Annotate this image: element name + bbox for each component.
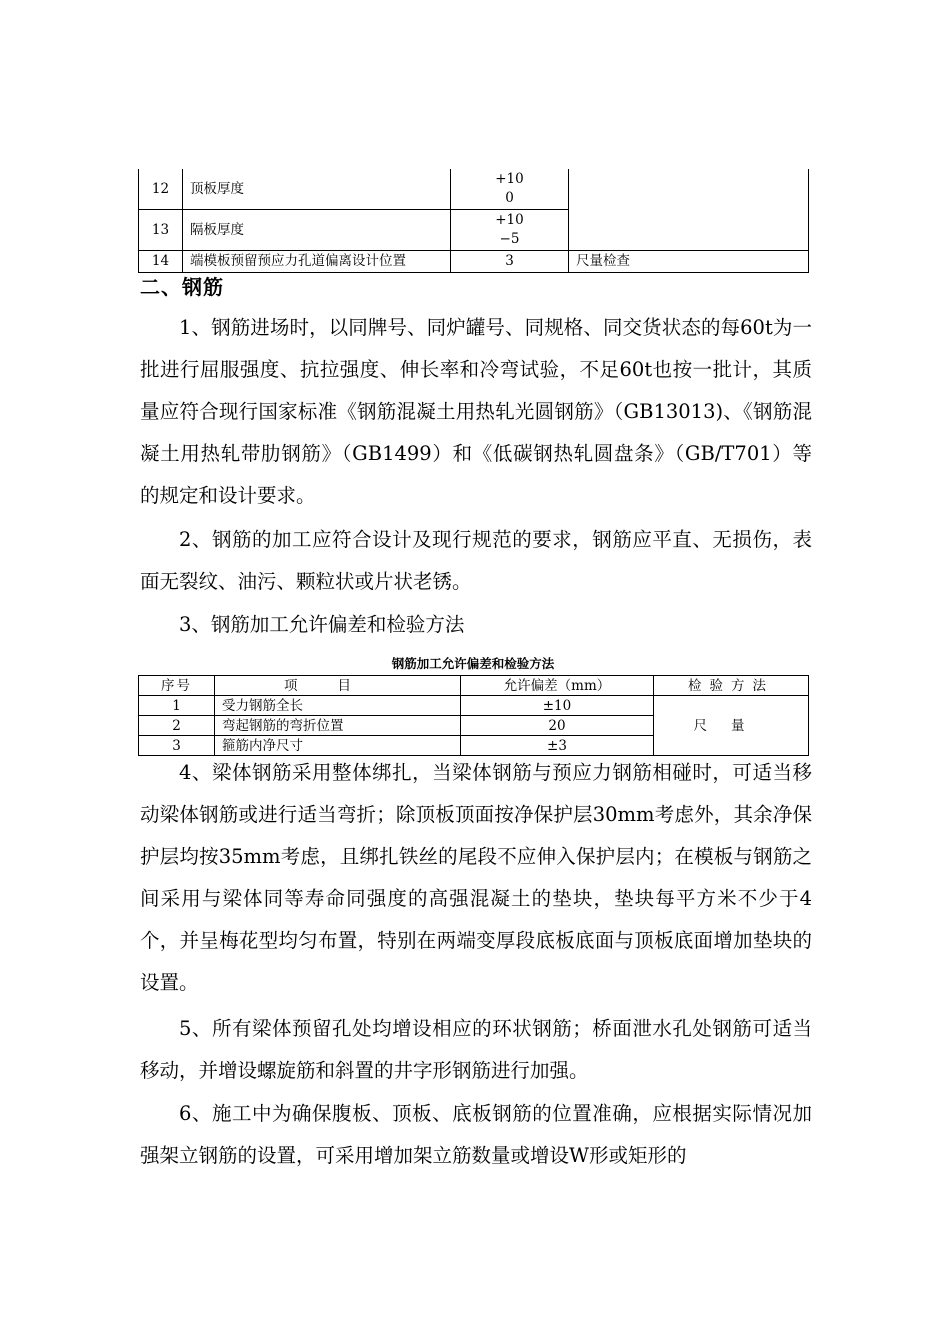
paragraph-5: 5、所有梁体预留孔处均增设相应的环状钢筋；桥面泄水孔处钢筋可适当移动，并增设螺旋筋和斜置的井字形钢筋进行加强。 xyxy=(140,1017,812,1082)
header-method: 检验方法 xyxy=(654,676,809,696)
tolerance-table-continued xyxy=(138,169,809,273)
row-number: 14 xyxy=(139,251,183,273)
table-header-row xyxy=(139,676,809,696)
table-caption: 钢筋加工允许偏差和检验方法 xyxy=(391,656,555,671)
row-number: 12 xyxy=(139,169,183,210)
row-tolerance: ±3 xyxy=(461,736,654,756)
row-tolerance: ±10 xyxy=(461,696,654,716)
tolerance-lower: −5 xyxy=(499,231,520,247)
row-item: 箍筋内净尺寸 xyxy=(215,736,461,756)
table-row xyxy=(139,251,809,273)
row-tolerance xyxy=(451,210,569,251)
row-tolerance xyxy=(451,169,569,210)
header-no: 序号 xyxy=(139,676,215,696)
tolerance-upper: +10 xyxy=(495,171,524,187)
row-item: 端模板预留预应力孔道偏离设计位置 xyxy=(183,251,451,273)
paragraph-6: 6、施工中为确保腹板、顶板、底板钢筋的位置准确，应根据实际情况加强架立钢筋的设置，可采用增加架立筋数量或增设W形或矩形的 xyxy=(140,1102,812,1167)
row-number: 3 xyxy=(139,736,215,756)
paragraph-4: 4、梁体钢筋采用整体绑扎，当梁体钢筋与预应力钢筋相碰时，可适当移动梁体钢筋或进行适当弯折；除顶板顶面按净保护层30mm考虑外，其余净保护层均按35mm考虑，且绑扎铁丝的尾段不应伸入保护层内；在模板与钢筋之间采用与梁体同等寿命同强度的高强混凝土的垫块，垫块每平方米不少于4个，并呈梅花型均匀布置，特别在两端变厚段底板底面与顶板底面增加垫块的设置。 xyxy=(140,761,812,994)
row-method-merged: 尺量 xyxy=(654,696,809,756)
row-tolerance: 20 xyxy=(461,716,654,736)
row-tolerance: 3 xyxy=(451,251,569,273)
header-item: 项目 xyxy=(215,676,461,696)
row-item: 顶板厚度 xyxy=(183,169,451,210)
paragraph-2: 2、钢筋的加工应符合设计及现行规范的要求，钢筋应平直、无损伤，表面无裂纹、油污、颗粒状或片状老锈。 xyxy=(140,528,812,593)
row-item: 受力钢筋全长 xyxy=(215,696,461,716)
row-number: 1 xyxy=(139,696,215,716)
paragraph-3: 3、钢筋加工允许偏差和检验方法 xyxy=(179,613,465,636)
header-tolerance: 允许偏差（mm） xyxy=(461,676,654,696)
row-item: 弯起钢筋的弯折位置 xyxy=(215,716,461,736)
row-number: 13 xyxy=(139,210,183,251)
rebar-tolerance-table xyxy=(138,675,809,756)
tolerance-lower: 0 xyxy=(505,190,514,206)
tolerance-upper: +10 xyxy=(495,212,524,228)
table-row xyxy=(139,169,809,210)
table-row xyxy=(139,696,809,716)
row-method-merged xyxy=(569,169,809,251)
row-number: 2 xyxy=(139,716,215,736)
section-heading: 二、钢筋 xyxy=(140,275,224,299)
row-item: 隔板厚度 xyxy=(183,210,451,251)
row-method: 尺量检查 xyxy=(569,251,809,273)
paragraph-1: 1、钢筋进场时，以同牌号、同炉罐号、同规格、同交货状态的每60t为一批进行屈服强度、抗拉强度、伸长率和冷弯试验，不足60t也按一批计，其质量应符合现行国家标准《钢筋混凝土用热轧光圆钢筋》（GB13013)、《钢筋混凝土用热轧带肋钢筋》（GB1499）和《低碳钢热轧圆盘条》（GB/T701）等的规定和设计要求。 xyxy=(140,316,812,507)
